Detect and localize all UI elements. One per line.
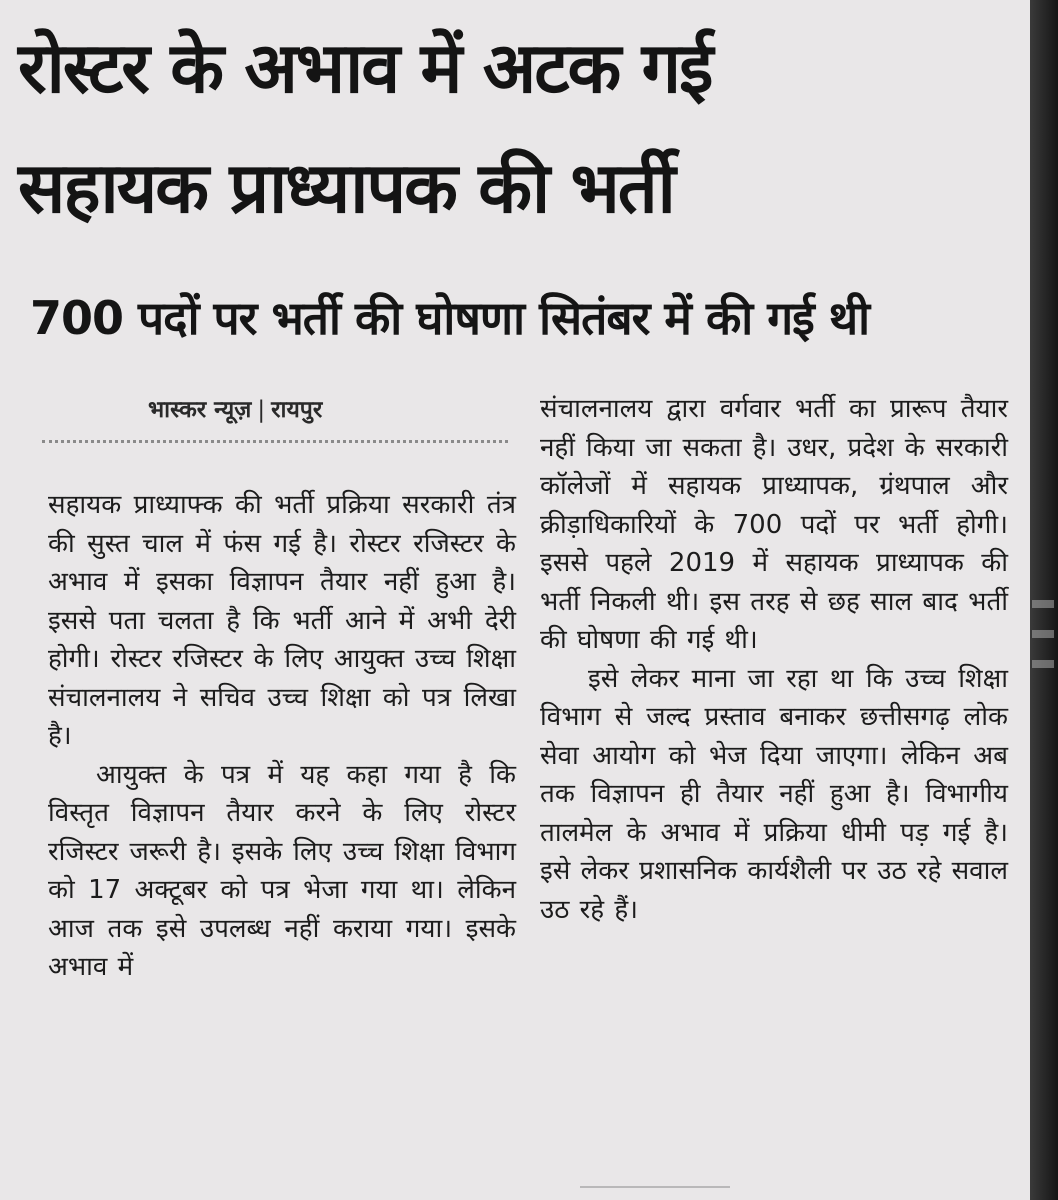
paragraph-right-2: इसे लेकर माना जा रहा था कि उच्च शिक्षा विभाग से जल्द प्रस्ताव बनाकर छत्तीसगढ़ लोक सेवा आयोग को भेज दिया जाएगा। लेकिन अब तक विज्ञापन ही तैयार नहीं हुआ है। विभागीय तालमेल के अभाव में प्रक्रिया धीमी पड़ गई है। इसे लेकर प्रशासनिक कार्यशैली पर उठ रहे सवाल उठ रहे हैं। [540, 663, 1008, 925]
background-edge [1030, 0, 1058, 1200]
headline-line-1: रोस्टर के अभाव में अटक गई [18, 27, 712, 109]
edge-scrap [1032, 630, 1054, 638]
dateline-separator: | [257, 397, 266, 423]
dateline-source: भास्कर न्यूज़ [148, 397, 252, 423]
dotted-divider [42, 440, 508, 443]
paragraph-right-1: संचालनालय द्वारा वर्गवार भर्ती का प्रारूप तैयार नहीं किया जा सकता है। उधर, प्रदेश के सरकारी कॉलेजों में सहायक प्राध्यापक, ग्रंथपाल और क्रीड़ाधिकारियों के 700 पदों पर भर्ती होगी। इससे पहले 2019 में सहायक प्राध्यापक की भर्ती निकली थी। इस तरह से छह साल बाद भर्ती की घोषणा की गई थी। [540, 394, 1008, 655]
headline [18, 8, 1018, 248]
edge-scrap [1032, 600, 1054, 608]
headline-line-2: सहायक प्राध्यापक की भर्ती [18, 147, 674, 229]
dateline [148, 392, 322, 424]
edge-scrap [1032, 660, 1054, 668]
article-column-right [540, 390, 1008, 929]
subheadline: 700 पदों पर भर्ती की घोषणा सितंबर में की गई थी [30, 291, 870, 345]
dateline-place: रायपुर [271, 397, 323, 423]
article-column-left [48, 486, 516, 987]
paragraph-left-1: सहायक प्राध्याफ्क की भर्ती प्रक्रिया सरकारी तंत्र की सुस्त चाल में फंस गई है। रोस्टर रजिस्टर के अभाव में इसका विज्ञापन तैयार नहीं हुआ है। इससे पता चलता है कि भर्ती आने में अभी देरी होगी। रोस्टर रजिस्टर के लिए आयुक्त उच्च शिक्षा संचालनालय ने सचिव उच्च शिक्षा को पत्र लिखा है। [48, 490, 516, 751]
paragraph-left-2: आयुक्त के पत्र में यह कहा गया है कि विस्तृत विज्ञापन तैयार करने के लिए रोस्टर रजिस्टर जरूरी है। इसके लिए उच्च शिक्षा विभाग को 17 अक्टूबर को पत्र भेजा गया था। लेकिन आज तक इसे उपलब्ध नहीं कराया गया। इसके अभाव में [48, 759, 516, 982]
footer-fragment [580, 1186, 730, 1196]
